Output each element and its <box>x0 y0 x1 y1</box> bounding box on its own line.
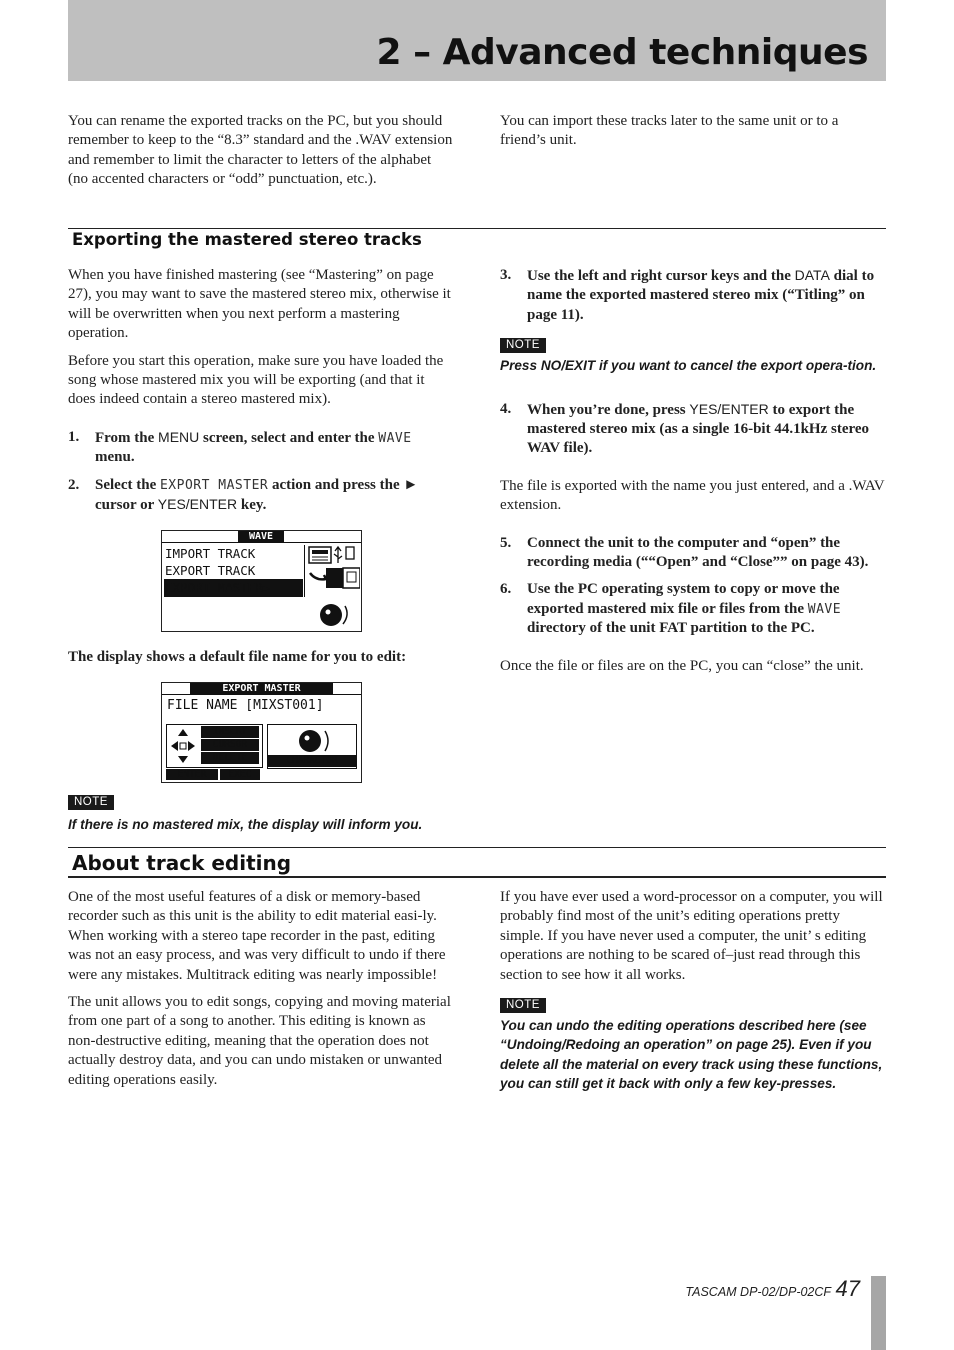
intro-right-column <box>500 112 886 151</box>
note-block <box>500 335 886 375</box>
key-name: DATA <box>794 267 830 283</box>
section2-left-column <box>68 888 454 1090</box>
step-3 <box>500 266 886 325</box>
step-text: directory of the unit FAT partition to the PC. <box>527 620 815 637</box>
step-text: From the <box>95 429 159 446</box>
key-name: MENU <box>158 428 200 445</box>
key-name: YES/ENTER <box>157 496 238 513</box>
note-text: You can undo the editing operations described here (see “Undoing/Redoing an operation” on page 25). Even if you delete all the material on every track using these functions, you can still get it back with only a few key-presses. <box>500 1018 883 1092</box>
footer-tab-bar <box>871 1276 886 1350</box>
step-5 <box>500 534 886 573</box>
note-text: If there is no mastered mix, the display will inform you. <box>68 817 423 832</box>
lcd-word: WAVE <box>378 430 412 446</box>
note-block <box>68 792 454 834</box>
note-text: Press NO/EXIT if you want to cancel the export opera-tion. <box>500 358 877 374</box>
lcd-op-cursor: CURSOR <box>201 739 259 751</box>
step-text: Select the <box>95 476 160 493</box>
section1-left-column <box>68 266 454 515</box>
paragraph: When you have finished mastering (see “Mastering” on page 27), you may want to save the mastered stereo mix, otherwise it will be overwritten when you next perform a mastering operation. <box>68 267 451 342</box>
data-dial-icon <box>296 727 336 755</box>
lcd-screen-wave-menu <box>161 530 362 632</box>
cursor-arrows-icon <box>169 728 197 764</box>
step-text: action and press the ► cursor or <box>95 476 419 514</box>
lcd-title: WAVE <box>238 531 284 542</box>
step-text: to export the mastered stereo mix (as a single 16-bit 44.1kHz stereo WAV file). <box>527 401 870 457</box>
lcd-ops-box <box>166 724 263 768</box>
key-name: YES/ENTER <box>689 400 769 417</box>
lcd-word: WAVE <box>807 601 842 617</box>
lcd-exec-label: EXEC <box>220 769 260 780</box>
lcd-enter-label: ENTER <box>166 769 218 780</box>
step-text: Use the PC operating system to copy or move the exported mastered mix file or files from the <box>527 581 840 617</box>
screen-caption: The display shows a default file name for you to edit: <box>68 649 407 665</box>
paragraph: Before you start this operation, make sure you have loaded the song whose mastered mix you will be exporting (and that it does indeed contain a stereo mastered mix). <box>68 352 444 408</box>
lcd-character-box <box>267 724 357 769</box>
step-text: screen, select and enter the <box>199 429 379 446</box>
step-number: 4. <box>500 400 512 417</box>
step-number: 2. <box>68 476 80 493</box>
step-number: 1. <box>68 428 80 445</box>
step-text: menu. <box>95 449 135 466</box>
section1-right-column <box>500 266 886 676</box>
step-number: 5. <box>500 534 512 551</box>
chapter-header-bar <box>68 0 886 81</box>
paragraph: Once the file or files are on the PC, you can “close” the unit. <box>500 657 864 674</box>
lcd-op-insert: INSERT <box>201 726 259 738</box>
section-heading-exporting: Exporting the mastered stereo tracks <box>72 230 422 249</box>
note-tag: NOTE <box>500 338 546 353</box>
section-rule <box>68 847 886 848</box>
page-footer <box>685 1276 860 1302</box>
step-number: 3. <box>500 267 512 283</box>
lcd-title: EXPORT MASTER <box>190 683 333 694</box>
lcd-screen-export-master <box>161 682 362 783</box>
step-text: Connect the unit to the computer and “open” the recording media (““Open” and “Close”” on page 43). <box>527 534 869 571</box>
usb-pc-icon <box>308 545 360 629</box>
intro-right-paragraph: You can import these tracks later to the same unit or to a friend’s unit. <box>500 113 839 149</box>
intro-left-column <box>68 112 454 190</box>
note-tag: NOTE <box>500 998 546 1013</box>
section-rule <box>68 876 886 878</box>
chapter-title: 2 – Advanced techniques <box>376 32 868 73</box>
intro-left-paragraph: You can rename the exported tracks on the PC, but you should remember to keep to the “8.3” standard and the .WAV extension and remember to limit the character to letters of the alphabet (no accented characters or “odd” punctuation, etc.). <box>68 113 453 188</box>
step-text: key. <box>237 497 267 514</box>
lcd-op-delete: DELETE <box>201 752 259 764</box>
step-6 <box>500 580 886 638</box>
lcd-word: EXPORT MASTER <box>159 477 269 493</box>
step-1 <box>68 428 454 468</box>
step-text: dial to name the exported mastered stereo mix (“Titling” on page 11). <box>527 268 875 323</box>
paragraph: If you have ever used a word-processor on a computer, you will probably find most of the unit’s editing operations pretty simple. If you have never used a computer, the unit’ s editing operations are nothing to be scared of–just read through this section to see how it all works. <box>500 889 883 983</box>
paragraph: One of the most useful features of a disk or memory-based recorder such as this unit is the ability to edit material easi-ly. When working with a stereo tape recorder in the past, editing was not an easy process, and was very difficult to undo if there were any mistakes. Multitrack editing was nearly impossible! <box>68 889 446 983</box>
step-text: Use the left and right cursor keys and the <box>527 268 795 284</box>
lcd-character-label: CHARACTOR <box>268 755 356 767</box>
lcd-menu-item: EXPORT TRACK <box>165 563 256 578</box>
lcd-divider <box>162 542 361 543</box>
step-4 <box>500 400 886 459</box>
lcd-divider <box>162 694 361 695</box>
paragraph: The unit allows you to edit songs, copying and moving material from one part of a song to another. This editing is known as non-destructive editing, meaning that the operation does not actually destroy data, and you can undo mistaken or unwanted editing operations easily. <box>68 994 451 1088</box>
lcd-menu-item-selected: EXPORT MASTER► <box>164 579 303 597</box>
note-tag: NOTE <box>68 795 114 810</box>
lcd-divider <box>304 545 305 597</box>
section-rule <box>68 228 886 229</box>
lcd-filename: FILE NAME [MIXST001] <box>167 698 324 713</box>
section2-right-column <box>500 888 886 1094</box>
caption-block <box>68 648 454 667</box>
section-heading-track-editing: About track editing <box>72 851 292 875</box>
step-text: When you’re done, press <box>527 401 690 418</box>
step-2 <box>68 476 454 516</box>
note-block <box>500 995 886 1094</box>
footer-model: TASCAM DP-02/DP-02CF <box>685 1285 832 1299</box>
lcd-menu-item: IMPORT TRACK <box>165 546 256 561</box>
page-number: 47 <box>835 1276 860 1301</box>
step-number: 6. <box>500 581 512 598</box>
paragraph: The file is exported with the name you just entered, and a .WAV extension. <box>500 477 885 514</box>
